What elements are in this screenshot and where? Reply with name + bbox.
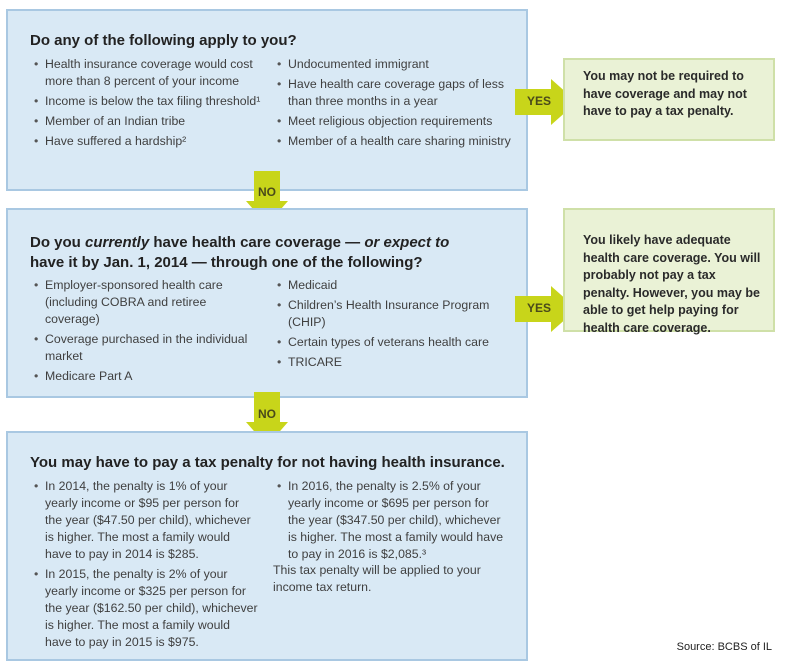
yes-label-2: YES	[526, 301, 551, 315]
list-item: • Member of a health care sharing ministry	[277, 133, 513, 150]
answer-box-1	[563, 58, 775, 141]
list-item: • Children’s Health Insurance Program (CHIP)	[277, 297, 503, 331]
list-item: • Coverage purchased in the individual market	[34, 331, 264, 365]
question-2-right-list	[277, 277, 503, 374]
question-1-title: Do any of the following apply to you?	[30, 32, 297, 49]
list-item: • Medicare Part A	[34, 368, 264, 385]
penalty-heading: You may have to pay a tax penalty for not having health insurance.	[30, 454, 505, 471]
list-item: • TRICARE	[277, 354, 503, 371]
question-2-title: Do you currently have health care coverage — or expect to have it by Jan. 1, 2014 — through one of the following?	[30, 234, 450, 271]
answer-box-2	[563, 208, 775, 335]
penalty-right-list	[277, 478, 507, 566]
question-2-left-list	[34, 277, 264, 388]
yes-label-1: YES	[526, 94, 551, 108]
penalty-left-list	[34, 478, 258, 654]
list-item: • Undocumented immigrant	[277, 56, 513, 73]
question-1-left-list	[34, 56, 262, 153]
list-item: • Income is below the tax filing threshold¹	[34, 93, 262, 110]
list-item: • Employer-sponsored health care (including COBRA and retiree coverage)	[34, 277, 264, 328]
no-label-2: NO	[258, 407, 276, 421]
source-credit: Source: BCBS of IL	[676, 641, 772, 653]
list-item: • In 2014, the penalty is 1% of your yearly income or $95 per person for the year ($47.50 per child), whichever is higher. The most a family would have to pay in 2014 is $285.	[34, 478, 258, 563]
list-item: • In 2015, the penalty is 2% of your yearly income or $325 per person for the year ($162.50 per child), whichever is higher. The most a family would have to pay in 2015 is $975.	[34, 566, 258, 651]
list-item: • Certain types of veterans health care	[277, 334, 503, 351]
list-item: • Health insurance coverage would cost more than 8 percent of your income	[34, 56, 262, 90]
list-item: • Meet religious objection requirements	[277, 113, 513, 130]
list-item: • Have health care coverage gaps of less than three months in a year	[277, 76, 513, 110]
question-1-right-list	[277, 56, 513, 153]
list-item: • Medicaid	[277, 277, 503, 294]
list-item: • In 2016, the penalty is 2.5% of your yearly income or $695 per person for the year ($347.50 per child), whichever is higher. The most a family would have to pay in 2016 is $2,085.³	[277, 478, 507, 563]
list-item: • Have suffered a hardship²	[34, 133, 262, 150]
no-label-1: NO	[258, 185, 276, 199]
answer-2-text: You likely have adequate health care coverage. You will probably not pay a tax penalty. However, you may be able to get help paying for health care coverage.	[583, 233, 761, 335]
list-item: • Member of an Indian tribe	[34, 113, 262, 130]
penalty-note: This tax penalty will be applied to your income tax return.	[273, 563, 481, 594]
answer-1-text: You may not be required to have coverage and may not have to pay a tax penalty.	[583, 69, 747, 118]
